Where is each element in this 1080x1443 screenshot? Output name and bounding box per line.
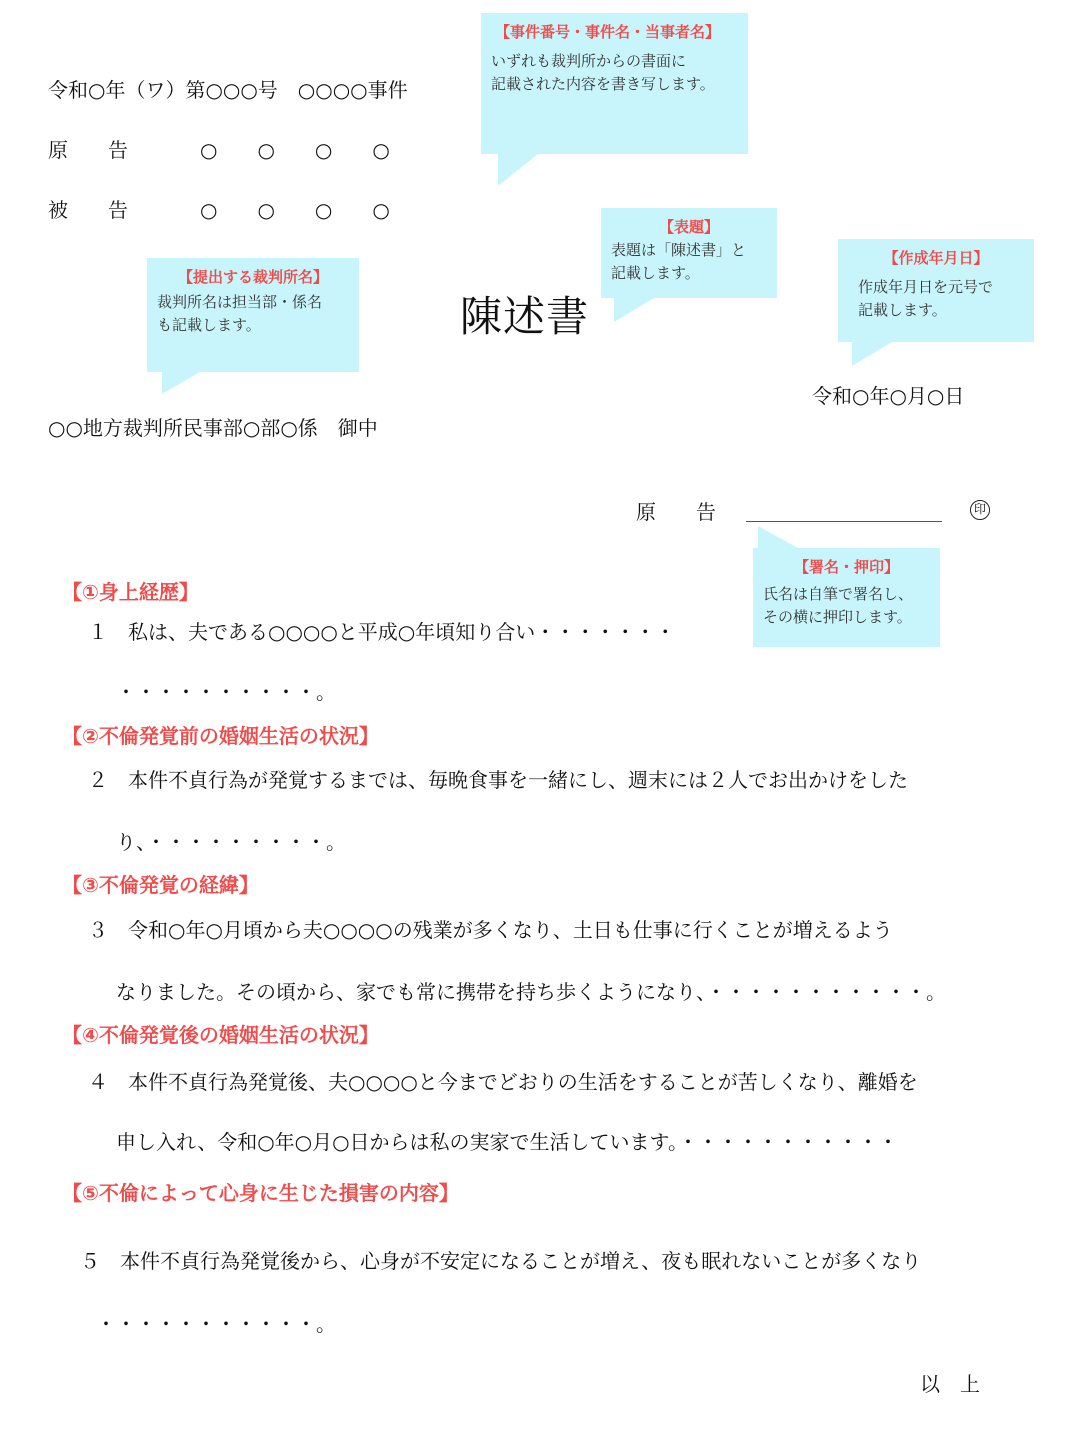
callout-date — [838, 239, 1034, 342]
callout-body: 氏名は自筆で署名し、 その横に押印します。 — [763, 585, 914, 626]
callout-court — [147, 258, 359, 372]
callout-case-info-tail — [498, 154, 538, 186]
callout-title: 【署名・押印】 — [793, 558, 899, 576]
section-heading-1: 【①身上経歴】 — [62, 580, 199, 604]
section-1-line-1: １ 私は、夫である○○○○と平成○年頃知り合い・・・・・・・ — [88, 620, 676, 644]
callout-court-tail — [162, 372, 200, 394]
callout-title: 【提出する裁判所名】 — [177, 268, 328, 286]
callout-title-info — [601, 208, 777, 298]
defendant-name: ○ ○ ○ ○ — [200, 198, 390, 222]
callout-case-info — [481, 13, 748, 154]
section-2-line-1: ２ 本件不貞行為が発覚するまでは、毎晩食事を一緒にし、週末には２人でお出かけをした — [88, 768, 908, 792]
callout-title: 【事件番号・事件名・当事者名】 — [495, 23, 721, 41]
callout-signature — [753, 548, 940, 647]
callout-body: 表題は「陳述書」と 記載します。 — [611, 241, 747, 282]
section-5-line-1: ５ 本件不貞行為発覚後から、心身が不安定になることが増え、夜も眠れないことが多くなり — [80, 1249, 922, 1273]
section-3-line-2: なりました。その頃から、家でも常に携帯を持ち歩くようになり、・・・・・・・・・・・。 — [116, 980, 946, 1004]
section-5-line-2: ・・・・・・・・・・・。 — [96, 1312, 336, 1336]
closing-text: 以 上 — [920, 1372, 980, 1396]
callout-title-tail — [614, 298, 654, 322]
section-heading-5: 【⑤不倫によって心身に生じた損害の内容】 — [62, 1181, 459, 1205]
callout-body: 裁判所名は担当部・係名 も記載します。 — [157, 293, 323, 334]
seal-mark: 印 — [970, 500, 990, 520]
callout-body: 作成年月日を元号で 記載します。 — [858, 278, 994, 319]
defendant-label: 被 告 — [48, 198, 128, 222]
section-1-line-2: ・・・・・・・・・・。 — [116, 680, 336, 704]
section-2-line-2: り、・・・・・・・・・。 — [116, 830, 346, 854]
plaintiff-name: ○ ○ ○ ○ — [200, 138, 390, 162]
callout-body: いずれも裁判所からの書面に 記載された内容を書き写します。 — [491, 52, 715, 93]
callout-date-tail — [852, 342, 892, 366]
signature-label: 原 告 — [636, 500, 716, 524]
section-heading-3: 【③不倫発覚の経緯】 — [62, 873, 259, 897]
section-3-line-1: ３ 令和○年○月頃から夫○○○○の残業が多くなり、土日も仕事に行くことが増えるよう — [88, 918, 893, 942]
callout-signature-tail — [758, 526, 798, 548]
callout-title: 【作成年月日】 — [883, 249, 989, 267]
case-number-line: 令和○年（ワ）第○○○号 ○○○○事件 — [48, 78, 408, 102]
court-name: ○○地方裁判所民事部○部○係 御中 — [48, 416, 378, 440]
document-date: 令和○年○月○日 — [812, 384, 965, 408]
section-heading-2: 【②不倫発覚前の婚姻生活の状況】 — [62, 724, 379, 748]
section-4-line-1: ４ 本件不貞行為発覚後、夫○○○○と今までどおりの生活をすることが苦しくなり、離婚を — [88, 1070, 918, 1094]
section-4-line-2: 申し入れ、令和○年○月○日からは私の実家で生活しています。・・・・・・・・・・・ — [116, 1130, 898, 1154]
signature-line — [746, 521, 942, 522]
document-title: 陳述書 — [460, 292, 590, 341]
section-heading-4: 【④不倫発覚後の婚姻生活の状況】 — [62, 1023, 379, 1047]
plaintiff-label: 原 告 — [48, 138, 128, 162]
callout-title: 【表題】 — [658, 218, 719, 236]
